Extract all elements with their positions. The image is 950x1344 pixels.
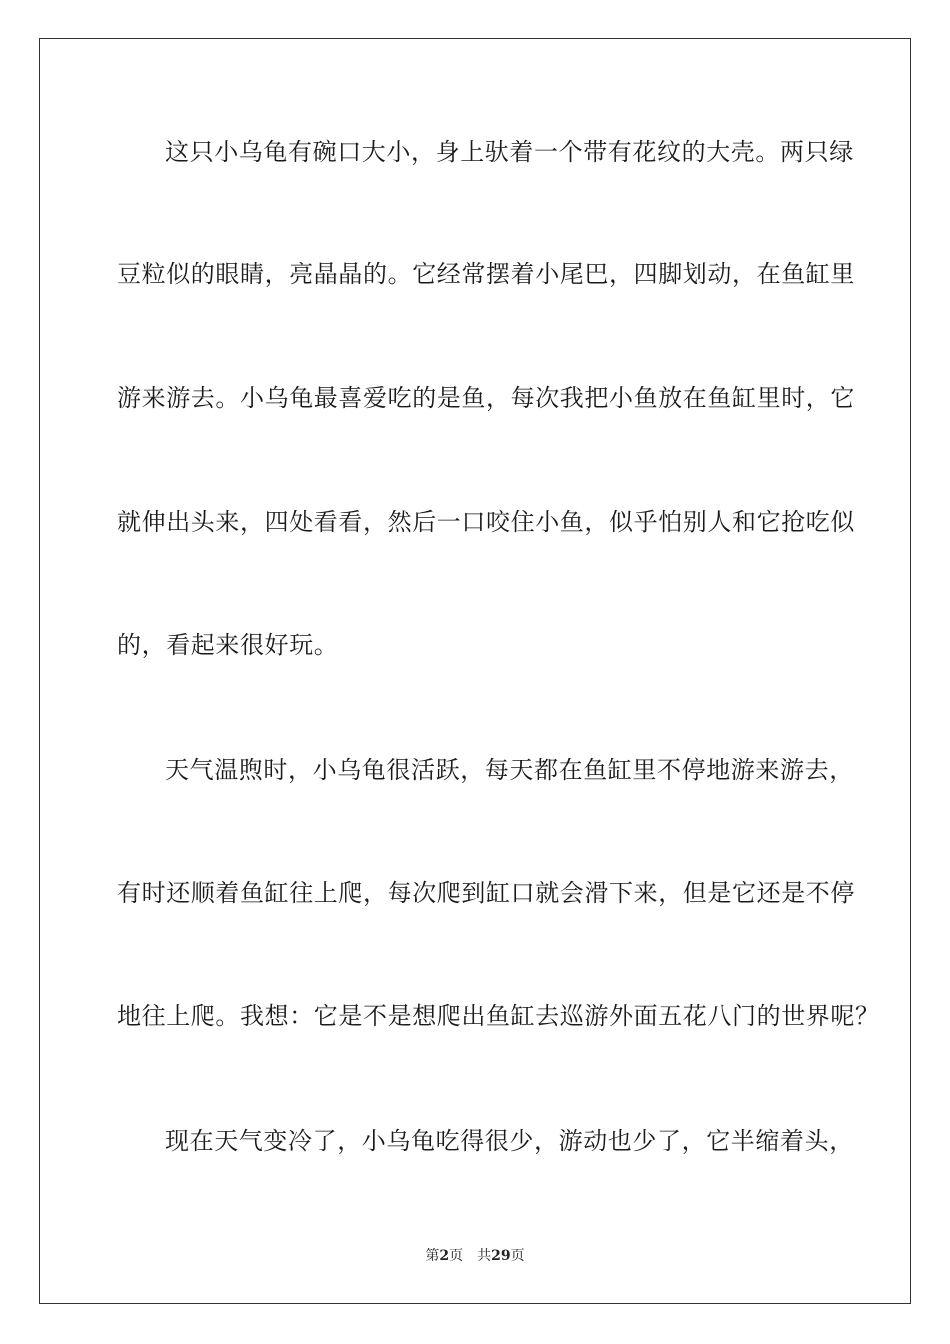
paragraph-1-line-4: 就伸出头来，四处看看，然后一口咬住小鱼，似乎怕别人和它抢吃似	[117, 508, 855, 536]
total-prefix: 共	[477, 1248, 492, 1264]
total-suffix: 页	[510, 1248, 525, 1264]
paragraph-2-line-1: 天气温煦时，小乌龟很活跃，每天都在鱼缸里不停地游来游去，	[165, 756, 854, 784]
paragraph-1-line-5: 的，看起来很好玩。	[117, 631, 339, 659]
paragraph-2-line-3: 地往上爬。我想：它是不是想爬出鱼缸去巡游外面五花八门的世界呢？	[117, 1002, 880, 1030]
page-border	[39, 38, 911, 1304]
page-number: 2	[439, 1248, 450, 1264]
page-footer	[0, 1247, 950, 1265]
page-prefix: 第	[425, 1248, 440, 1264]
paragraph-1-line-2: 豆粒似的眼睛，亮晶晶的。它经常摆着小尾巴，四脚划动，在鱼缸里	[117, 260, 855, 288]
page-suffix: 页	[449, 1248, 464, 1264]
total-pages: 29	[491, 1248, 511, 1264]
paragraph-2-line-2: 有时还顺着鱼缸往上爬，每次爬到缸口就会滑下来，但是它还是不停	[117, 879, 855, 907]
paragraph-3-line-1: 现在天气变冷了，小乌龟吃得很少，游动也少了，它半缩着头，	[165, 1127, 854, 1155]
paragraph-1-line-3: 游来游去。小乌龟最喜爱吃的是鱼，每次我把小鱼放在鱼缸里时，它	[117, 384, 855, 412]
paragraph-1-line-1: 这只小乌龟有碗口大小，身上驮着一个带有花纹的大壳。两只绿	[165, 138, 854, 166]
